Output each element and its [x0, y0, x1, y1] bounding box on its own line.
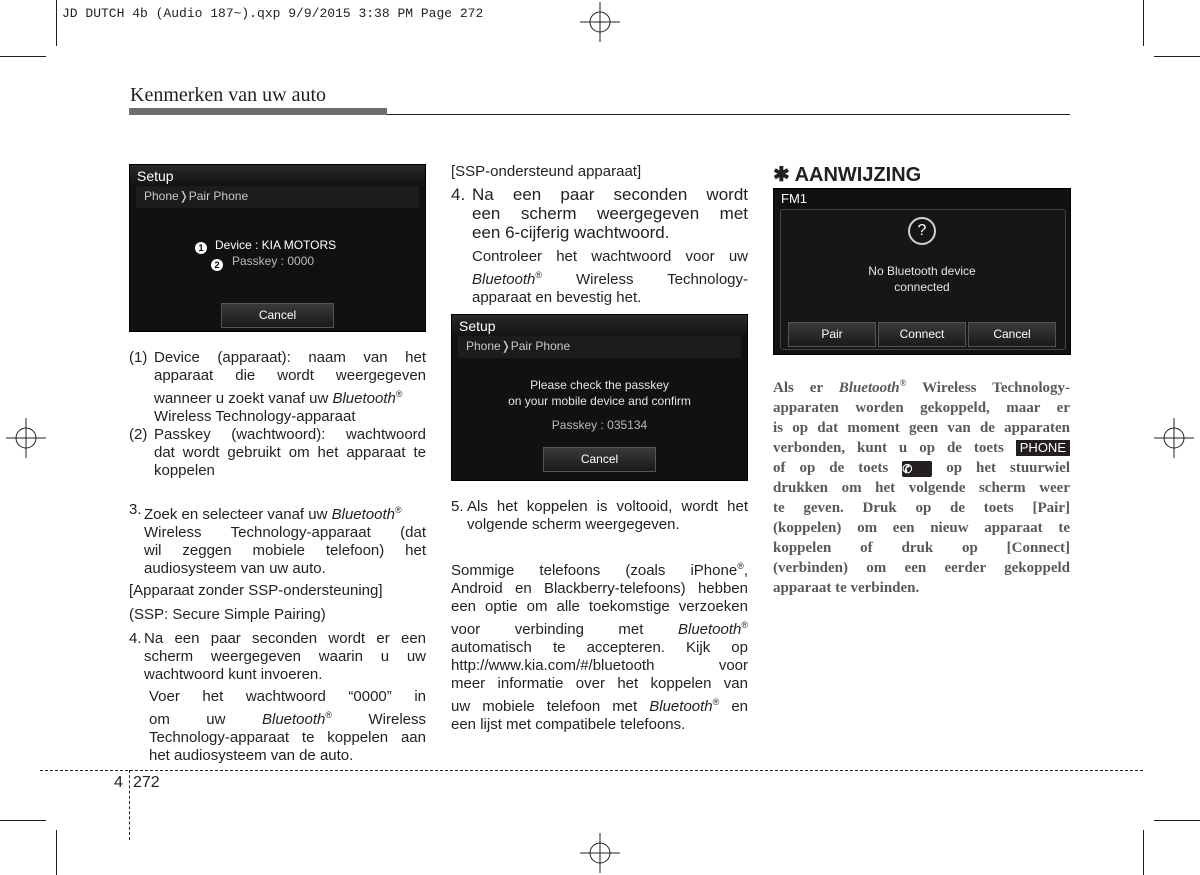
body-text: meer informatie over het koppelen van [451, 675, 748, 692]
body-text: uw mobiele telefoon met Bluetooth® en [451, 697, 749, 715]
crop-mark [1143, 830, 1144, 875]
body-text: http://www.kia.com/#/bluetooth voor [451, 657, 748, 674]
body-text: Sommige telefoons (zoals iPhone®, [451, 561, 748, 579]
note-text: te geven. Druk op de toets [Pair] [773, 500, 1070, 516]
step-text: een 6-cijferig wachtwoord. [472, 223, 670, 242]
registration-mark-icon [580, 833, 620, 873]
header-rule-thin [387, 114, 1070, 115]
question-icon: ? [908, 217, 936, 245]
kia-bluetooth-link[interactable]: http://www.kia.com/#/bluetooth [451, 657, 655, 674]
body-text: een lijst met compatibele telefoons. [451, 716, 686, 733]
footer-dashed-divider [129, 770, 130, 840]
step-text: Technology-apparaat te koppelen aan [149, 729, 426, 746]
body-text: voor verbinding met Bluetooth® [451, 620, 749, 638]
crop-mark [1154, 820, 1200, 821]
screen-title-bar [130, 165, 425, 187]
crop-mark [1143, 0, 1144, 46]
note-text: apparaten worden gekoppeld, maar er [773, 400, 1070, 416]
crop-mark [1154, 56, 1200, 57]
ssp-definition: (SSP: Secure Simple Pairing) [129, 606, 326, 623]
step-text: apparaat en bevestig het. [472, 289, 642, 306]
crop-mark [56, 0, 57, 46]
step-text: Na een paar seconden wordt er een [144, 630, 426, 647]
passkey-message-line1: Please check the passkey [530, 378, 669, 392]
step-text: volgende scherm weergegeven. [467, 516, 680, 533]
step-text: een scherm weergegeven met [472, 204, 748, 223]
cancel-button[interactable]: Cancel [221, 303, 334, 328]
step-text: Voer het wachtwoord “0000” in [149, 688, 426, 705]
step-text: het audiosysteem van de auto. [149, 747, 354, 764]
screen-title: FM1 [781, 191, 807, 206]
middle-column-top [451, 163, 748, 307]
step-text: Wireless Technology-apparaat (dat [144, 524, 426, 541]
list-text: apparaat die wordt weergegeven [154, 367, 426, 384]
middle-column-bottom [451, 498, 748, 734]
no-device-message-line2: connected [894, 280, 950, 294]
list-number: (2) [129, 426, 148, 443]
note-text: verbonden, kunt u op de toets PHONE [773, 438, 1070, 458]
registration-mark-icon [1154, 418, 1194, 458]
list-text: koppelen [154, 462, 215, 479]
chapter-number: 4 [114, 774, 123, 791]
passkey-message-line2: on your mobile device and confirm [508, 394, 691, 408]
note-text: (koppelen) om een nieuw apparaat te [773, 520, 1070, 536]
fm1-bluetooth-screen [773, 188, 1071, 355]
marker-1: 1 [195, 242, 207, 254]
passkey-text: Passkey : 0000 [232, 254, 315, 268]
note-text: drukken om het volgende scherm weer [773, 480, 1070, 496]
step-number: 3. [129, 501, 142, 518]
no-device-message-line1: No Bluetooth device [868, 264, 976, 278]
step-number: 4. [451, 185, 466, 204]
left-column [129, 349, 426, 765]
passkey-confirm-screen [451, 314, 748, 481]
step-text: audiosysteem van uw auto. [144, 560, 326, 577]
note-text: of op de toets ✆ op het stuurwiel [773, 460, 1071, 476]
screen-title: Setup [137, 168, 174, 184]
note-text: apparaat te verbinden. [773, 580, 920, 596]
step-text: Na een paar seconden wordt [472, 185, 748, 204]
list-text: Device (apparaat): naam van het [154, 349, 426, 366]
crop-mark [0, 820, 46, 821]
step-text: wachtwoord kunt invoeren. [144, 666, 323, 683]
connect-button[interactable]: Connect [878, 322, 966, 347]
subheading-no-ssp: [Apparaat zonder SSP-ondersteuning] [129, 582, 383, 599]
list-text: Wireless Technology-apparaat [154, 408, 356, 425]
note-text: is op dat moment geen van de apparaten [773, 420, 1070, 436]
note-text: koppelen of druk op [Connect] [773, 540, 1070, 556]
note-body [773, 373, 1070, 598]
header-rule-thick [129, 108, 387, 115]
marker-2: 2 [211, 259, 223, 271]
body-text: Android en Blackberry-telefoons) hebben [451, 580, 748, 597]
cancel-button[interactable]: Cancel [968, 322, 1056, 347]
pair-phone-screen [129, 164, 426, 332]
step-number: 5. [451, 498, 464, 515]
body-text: automatisch te accepteren. Kijk op [451, 639, 748, 656]
step-text: Als het koppelen is voltooid, wordt het [467, 498, 748, 515]
registration-mark-icon [6, 418, 46, 458]
list-number: (1) [129, 349, 148, 366]
call-key-icon: ✆ [902, 461, 932, 477]
list-text: dat wordt gebruikt om het apparaat te [154, 444, 426, 461]
page-number: 272 [133, 774, 160, 791]
passkey-value: Passkey : 035134 [551, 418, 648, 432]
step-text: Zoek en selecteer vanaf uw Bluetooth® [144, 505, 402, 523]
step-text: Bluetooth® Wireless Technology- [472, 270, 749, 288]
screen-title: Setup [459, 318, 496, 334]
step-number: 4. [129, 630, 142, 647]
crop-mark [56, 830, 57, 875]
note-heading: ✱ AANWIJZING [773, 164, 922, 186]
subheading-ssp: [SSP-ondersteund apparaat] [451, 163, 642, 180]
registration-mark-icon [580, 2, 620, 42]
pair-button[interactable]: Pair [788, 322, 876, 347]
device-name-text: Device : KIA MOTORS [215, 238, 337, 252]
note-text: (verbinden) om een eerder gekoppeld [773, 560, 1070, 576]
footer-dashed-rule [40, 770, 1143, 771]
phone-key: PHONE [1016, 440, 1070, 456]
prepress-slug: JD DUTCH 4b (Audio 187~).qxp 9/9/2015 3:38 PM Page 272 [62, 6, 484, 21]
breadcrumb: Phone❭Pair Phone [144, 189, 249, 203]
screen-title-bar [452, 315, 747, 337]
cancel-button[interactable]: Cancel [543, 447, 656, 472]
body-text: een optie om alle toekomstige verzoeken [451, 598, 748, 615]
page-header-title: Kenmerken van uw auto [130, 84, 327, 106]
note-text: Als er Bluetooth® Wireless Technology- [773, 378, 1070, 396]
crop-mark [0, 56, 46, 57]
step-text: scherm weergegeven waarin u uw [144, 648, 426, 665]
breadcrumb: Phone❭Pair Phone [466, 339, 571, 353]
list-text: Passkey (wachtwoord): wachtwoord [154, 426, 426, 443]
step-text: om uw Bluetooth® Wireless [149, 710, 427, 728]
list-text: wanneer u zoekt vanaf uw Bluetooth® [154, 389, 403, 407]
step-text: wil zeggen mobiele telefoon) het [144, 542, 426, 559]
step-text: Controleer het wachtwoord voor uw [472, 248, 748, 265]
